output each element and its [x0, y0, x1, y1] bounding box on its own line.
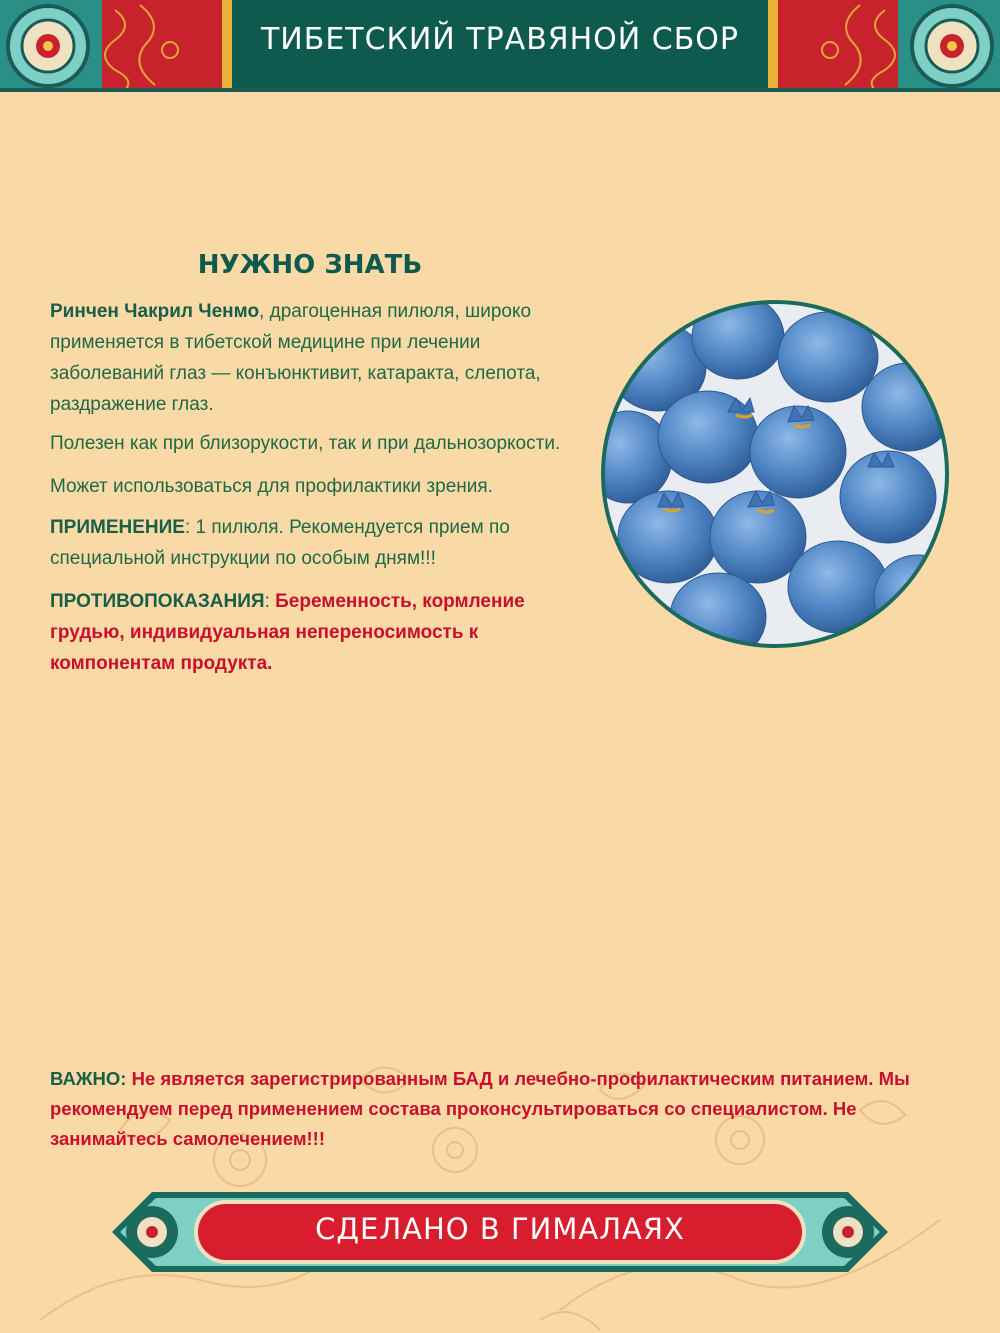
section-heading: НУЖНО ЗНАТЬ — [197, 250, 423, 280]
header-banner — [0, 0, 1000, 92]
usage-text: : 1 пилюля. Рекомендуется прием по специальной инструкции по особым дням!!! — [50, 517, 510, 569]
footer-banner — [112, 1186, 888, 1278]
header-title: ТИБЕТСКИЙ ТРАВЯНОЙ СБОР — [260, 22, 740, 57]
important-text: Не является зарегистрированным БАД и лечебно-профилактическим питанием. Мы рекомендуем перед применением состава проконсультироваться со специалистом. Не занимайтесь самолечением!!! — [50, 1068, 910, 1149]
usage-paragraph — [50, 512, 590, 574]
important-label: ВАЖНО — [50, 1068, 121, 1089]
footer-title: СДЕЛАНО В ГИМАЛАЯХ — [315, 1212, 685, 1246]
contraindications-paragraph — [50, 586, 590, 679]
usage-label: ПРИМЕНЕНИЕ — [50, 517, 185, 538]
contraindications-sep: : — [264, 591, 276, 612]
paragraph-prevention: Может использоваться для профилактики зрения. — [50, 476, 493, 497]
important-sep: : — [120, 1068, 132, 1089]
intro-text: , драгоценная пилюля, широко применяется в тибетской медицине при лечении заболеваний глаз — конъюнктивит, катаракта, слепота, раздражение глаз. — [50, 301, 541, 415]
product-name: Ринчен Чакрил Ченмо — [50, 301, 260, 322]
paragraph-vision: Полезен как при близорукости, так и при дальнозоркости. — [50, 433, 561, 454]
contraindications-label: ПРОТИВОПОКАЗАНИЯ — [50, 591, 265, 612]
pills-photo — [598, 297, 952, 651]
intro-paragraph — [50, 296, 590, 420]
important-note — [50, 1064, 950, 1154]
contraindications-text: Беременность, кормление грудью, индивидуальная непереносимость к компонентам продукта. — [50, 591, 525, 674]
